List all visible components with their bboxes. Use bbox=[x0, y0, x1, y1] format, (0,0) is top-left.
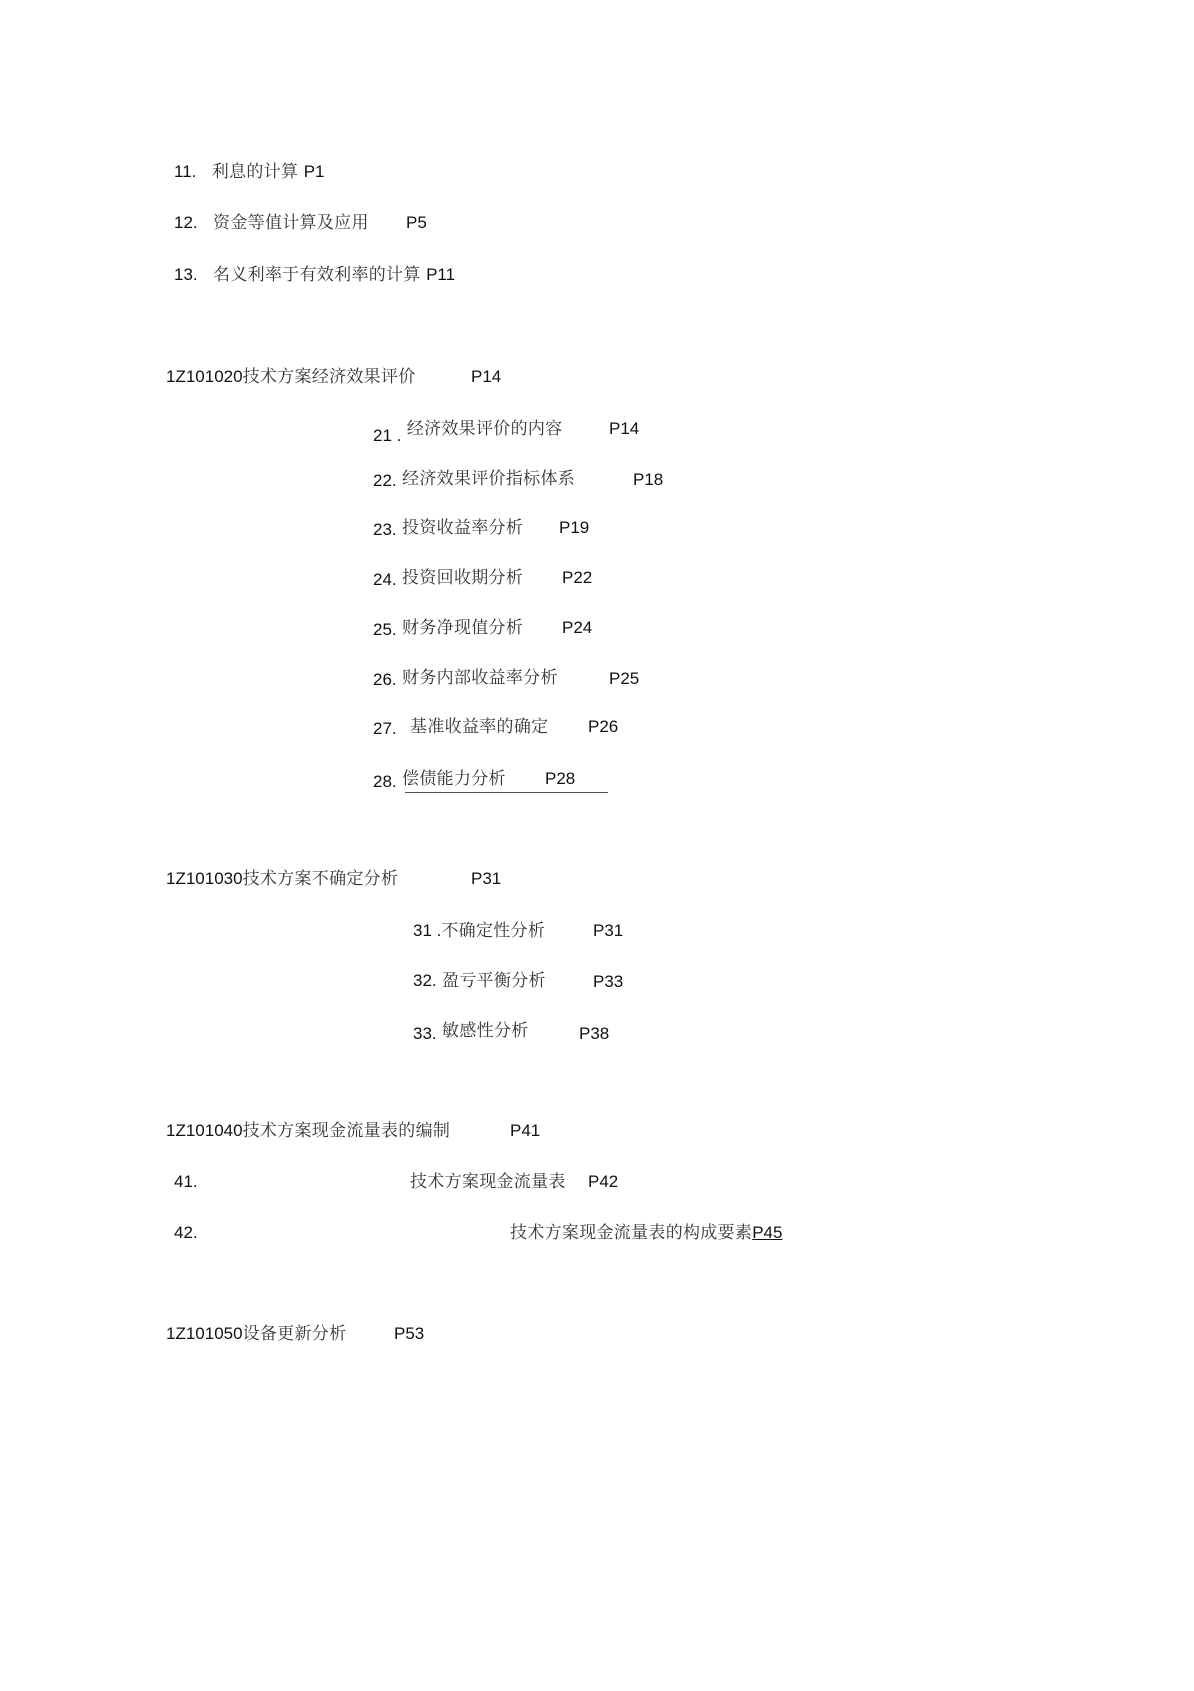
item-page: P45 bbox=[752, 1223, 783, 1242]
item-title: 投资收益率分析 bbox=[402, 518, 524, 538]
section-code: 1Z101030 bbox=[166, 869, 243, 888]
item-page: P42 bbox=[588, 1172, 619, 1191]
toc-item-42 bbox=[174, 1222, 794, 1244]
toc-item-31 bbox=[413, 920, 673, 942]
item-page: P22 bbox=[562, 568, 593, 587]
item-page: P11 bbox=[426, 265, 456, 284]
toc-item-27 bbox=[373, 716, 653, 738]
item-title: 利息的计算 bbox=[211, 162, 299, 182]
toc-item-41 bbox=[174, 1171, 634, 1193]
item-title: 偿债能力分析 bbox=[402, 769, 506, 789]
item-page: P25 bbox=[609, 669, 640, 688]
toc-item-23 bbox=[373, 517, 633, 539]
toc-item-13 bbox=[174, 264, 455, 286]
item-page: P26 bbox=[588, 717, 619, 736]
item-number: 32. bbox=[413, 971, 437, 990]
item-number: 26. bbox=[373, 670, 397, 689]
toc-item-22 bbox=[373, 468, 693, 490]
item-number: 31 . bbox=[413, 921, 442, 940]
item-page: P1 bbox=[303, 162, 325, 181]
section-page: P53 bbox=[394, 1324, 425, 1343]
item-title: 经济效果评价的内容 bbox=[406, 419, 563, 439]
item-page: P38 bbox=[579, 1024, 610, 1043]
section-page: P41 bbox=[510, 1121, 541, 1140]
item-page: P14 bbox=[609, 419, 640, 438]
item-number: 28. bbox=[373, 772, 397, 791]
item-page: P33 bbox=[593, 972, 624, 991]
item-number: 23. bbox=[373, 520, 397, 539]
section-title: 技术方案不确定分析 bbox=[242, 869, 399, 889]
item-page: P24 bbox=[562, 618, 593, 637]
item-title: 投资回收期分析 bbox=[402, 568, 524, 588]
toc-item-21 bbox=[373, 418, 673, 445]
section-heading-1z101020 bbox=[166, 366, 566, 388]
section-heading-1z101050 bbox=[166, 1323, 466, 1345]
section-code: 1Z101040 bbox=[166, 1121, 243, 1140]
item-title: 财务净现值分析 bbox=[402, 618, 524, 638]
item-page: P19 bbox=[559, 518, 590, 537]
section-page: P31 bbox=[471, 869, 502, 888]
toc-item-28 bbox=[373, 768, 623, 790]
item-title: 财务内部收益率分析 bbox=[402, 668, 558, 688]
toc-item-25 bbox=[373, 617, 633, 639]
item-number: 22. bbox=[373, 471, 397, 490]
section-page: P14 bbox=[471, 367, 502, 386]
item-number: 21 . bbox=[373, 426, 402, 445]
item-page: P31 bbox=[593, 921, 624, 940]
toc-item-33 bbox=[413, 1020, 673, 1042]
item-number: 11. bbox=[174, 162, 197, 181]
item-28-underline bbox=[405, 792, 608, 793]
item-title: 不确定性分析 bbox=[441, 921, 546, 941]
item-page: P28 bbox=[545, 769, 576, 788]
item-title: 经济效果评价指标体系 bbox=[402, 469, 576, 489]
item-title: 盈亏平衡分析 bbox=[442, 971, 546, 991]
toc-item-12 bbox=[174, 212, 474, 234]
section-heading-1z101030 bbox=[166, 868, 566, 890]
item-number: 13. bbox=[174, 265, 198, 284]
item-number: 27. bbox=[373, 719, 397, 738]
section-title: 设备更新分析 bbox=[242, 1324, 347, 1344]
item-title: 资金等值计算及应用 bbox=[213, 213, 369, 233]
item-number: 33. bbox=[413, 1024, 437, 1043]
section-code: 1Z101020 bbox=[166, 367, 243, 386]
item-title: 名义利率于有效利率的计算 bbox=[213, 265, 421, 285]
item-number: 24. bbox=[373, 570, 397, 589]
item-number: 42. bbox=[174, 1223, 198, 1242]
toc-item-26 bbox=[373, 667, 673, 689]
item-page: P5 bbox=[406, 213, 427, 232]
item-title: 技术方案现金流量表 bbox=[410, 1172, 566, 1192]
section-title: 技术方案经济效果评价 bbox=[242, 367, 416, 387]
item-title-group bbox=[510, 1222, 782, 1244]
item-number: 25. bbox=[373, 620, 397, 639]
item-title: 基准收益率的确定 bbox=[410, 717, 549, 737]
toc-item-24 bbox=[373, 567, 633, 589]
section-code: 1Z101050 bbox=[166, 1324, 243, 1343]
toc-item-32 bbox=[413, 970, 673, 992]
section-heading-1z101040 bbox=[166, 1120, 586, 1142]
item-number: 12. bbox=[174, 213, 198, 232]
section-title: 技术方案现金流量表的编制 bbox=[242, 1121, 451, 1141]
toc-item-11 bbox=[174, 161, 324, 183]
item-title: 技术方案现金流量表的构成要素 bbox=[510, 1223, 753, 1243]
item-number: 41. bbox=[174, 1172, 198, 1191]
item-page: P18 bbox=[633, 470, 664, 489]
item-title: 敏感性分析 bbox=[442, 1021, 529, 1041]
